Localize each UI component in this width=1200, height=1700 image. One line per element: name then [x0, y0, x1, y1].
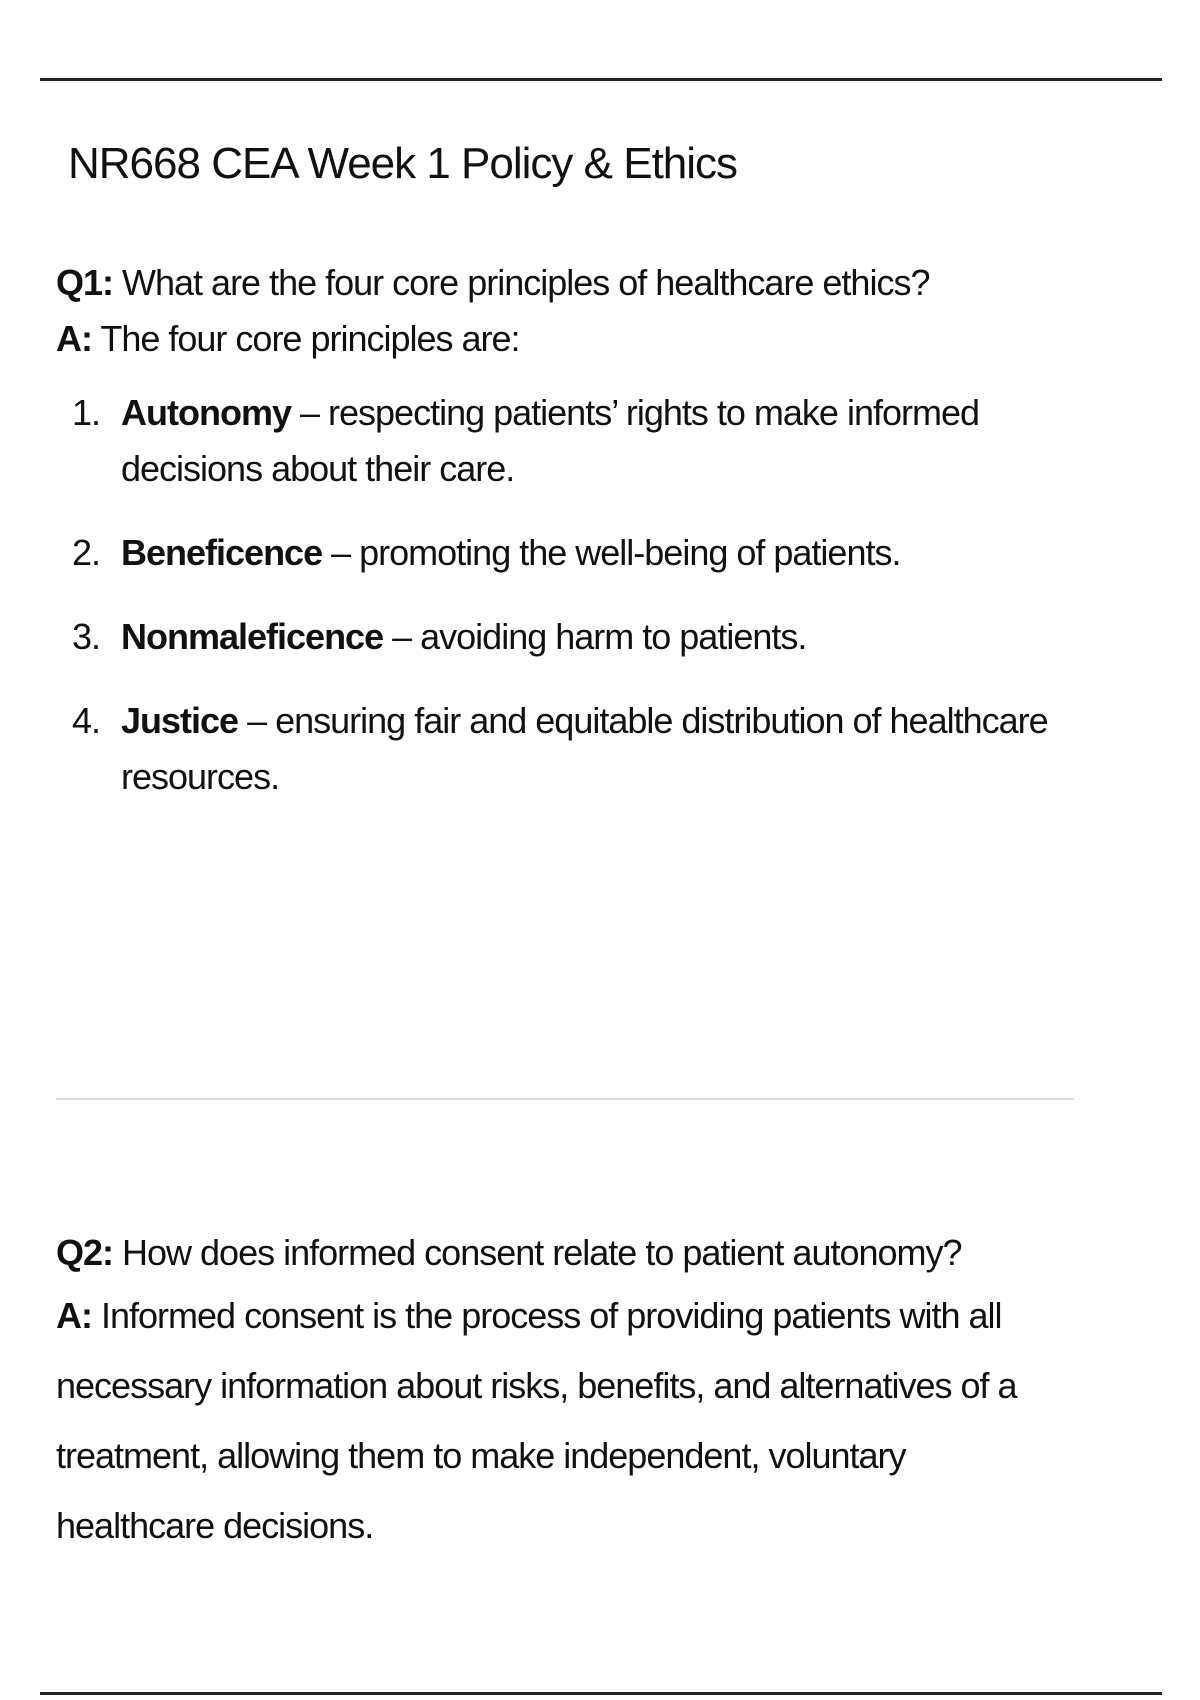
answer-1-label: A: [56, 318, 92, 359]
list-item [56, 525, 1061, 581]
question-1-text: What are the four core principles of healthcare ethics? [113, 262, 930, 303]
list-item [56, 385, 1061, 497]
question-2-text: How does informed consent relate to patient autonomy? [113, 1232, 962, 1273]
list-item [56, 609, 1061, 665]
answer-2-text: Informed consent is the process of providing patients with all necessary information about risks, benefits, and alternatives of a treatment, allowing them to make independent, voluntary healthcare decisions. [56, 1295, 1017, 1546]
principle-term-nonmaleficence: Nonmaleficence [121, 616, 384, 657]
answer-1-intro [56, 311, 1056, 367]
bottom-rule [40, 1692, 1162, 1695]
question-2 [56, 1225, 1056, 1281]
principle-term-autonomy: Autonomy [121, 392, 291, 433]
principle-description: – ensuring fair and equitable distribution of healthcare resources. [121, 700, 1048, 797]
list-item-number: 2. [72, 532, 101, 573]
principle-description: – avoiding harm to patients. [383, 616, 807, 657]
question-1 [56, 255, 1056, 311]
list-item-number: 3. [72, 616, 101, 657]
answer-2 [56, 1281, 1056, 1561]
principle-description: – respecting patients’ rights to make informed decisions about their care. [121, 392, 980, 489]
answer-2-label: A: [56, 1295, 92, 1336]
question-1-section [56, 255, 1056, 833]
list-item-number: 4. [72, 700, 101, 741]
list-item [56, 693, 1061, 805]
question-2-section [56, 1225, 1056, 1561]
principle-term-justice: Justice [121, 700, 239, 741]
principle-description: – promoting the well-being of patients. [322, 532, 901, 573]
principle-term-beneficence: Beneficence [121, 532, 323, 573]
top-rule [40, 78, 1162, 81]
answer-1-intro-text: The four core principles are: [92, 318, 520, 359]
principles-list [56, 385, 1056, 805]
list-item-number: 1. [72, 392, 101, 433]
question-2-label: Q2: [56, 1232, 114, 1273]
section-divider [56, 1098, 1074, 1100]
document-title: NR668 CEA Week 1 Policy & Ethics [68, 139, 738, 188]
question-1-label: Q1: [56, 262, 114, 303]
